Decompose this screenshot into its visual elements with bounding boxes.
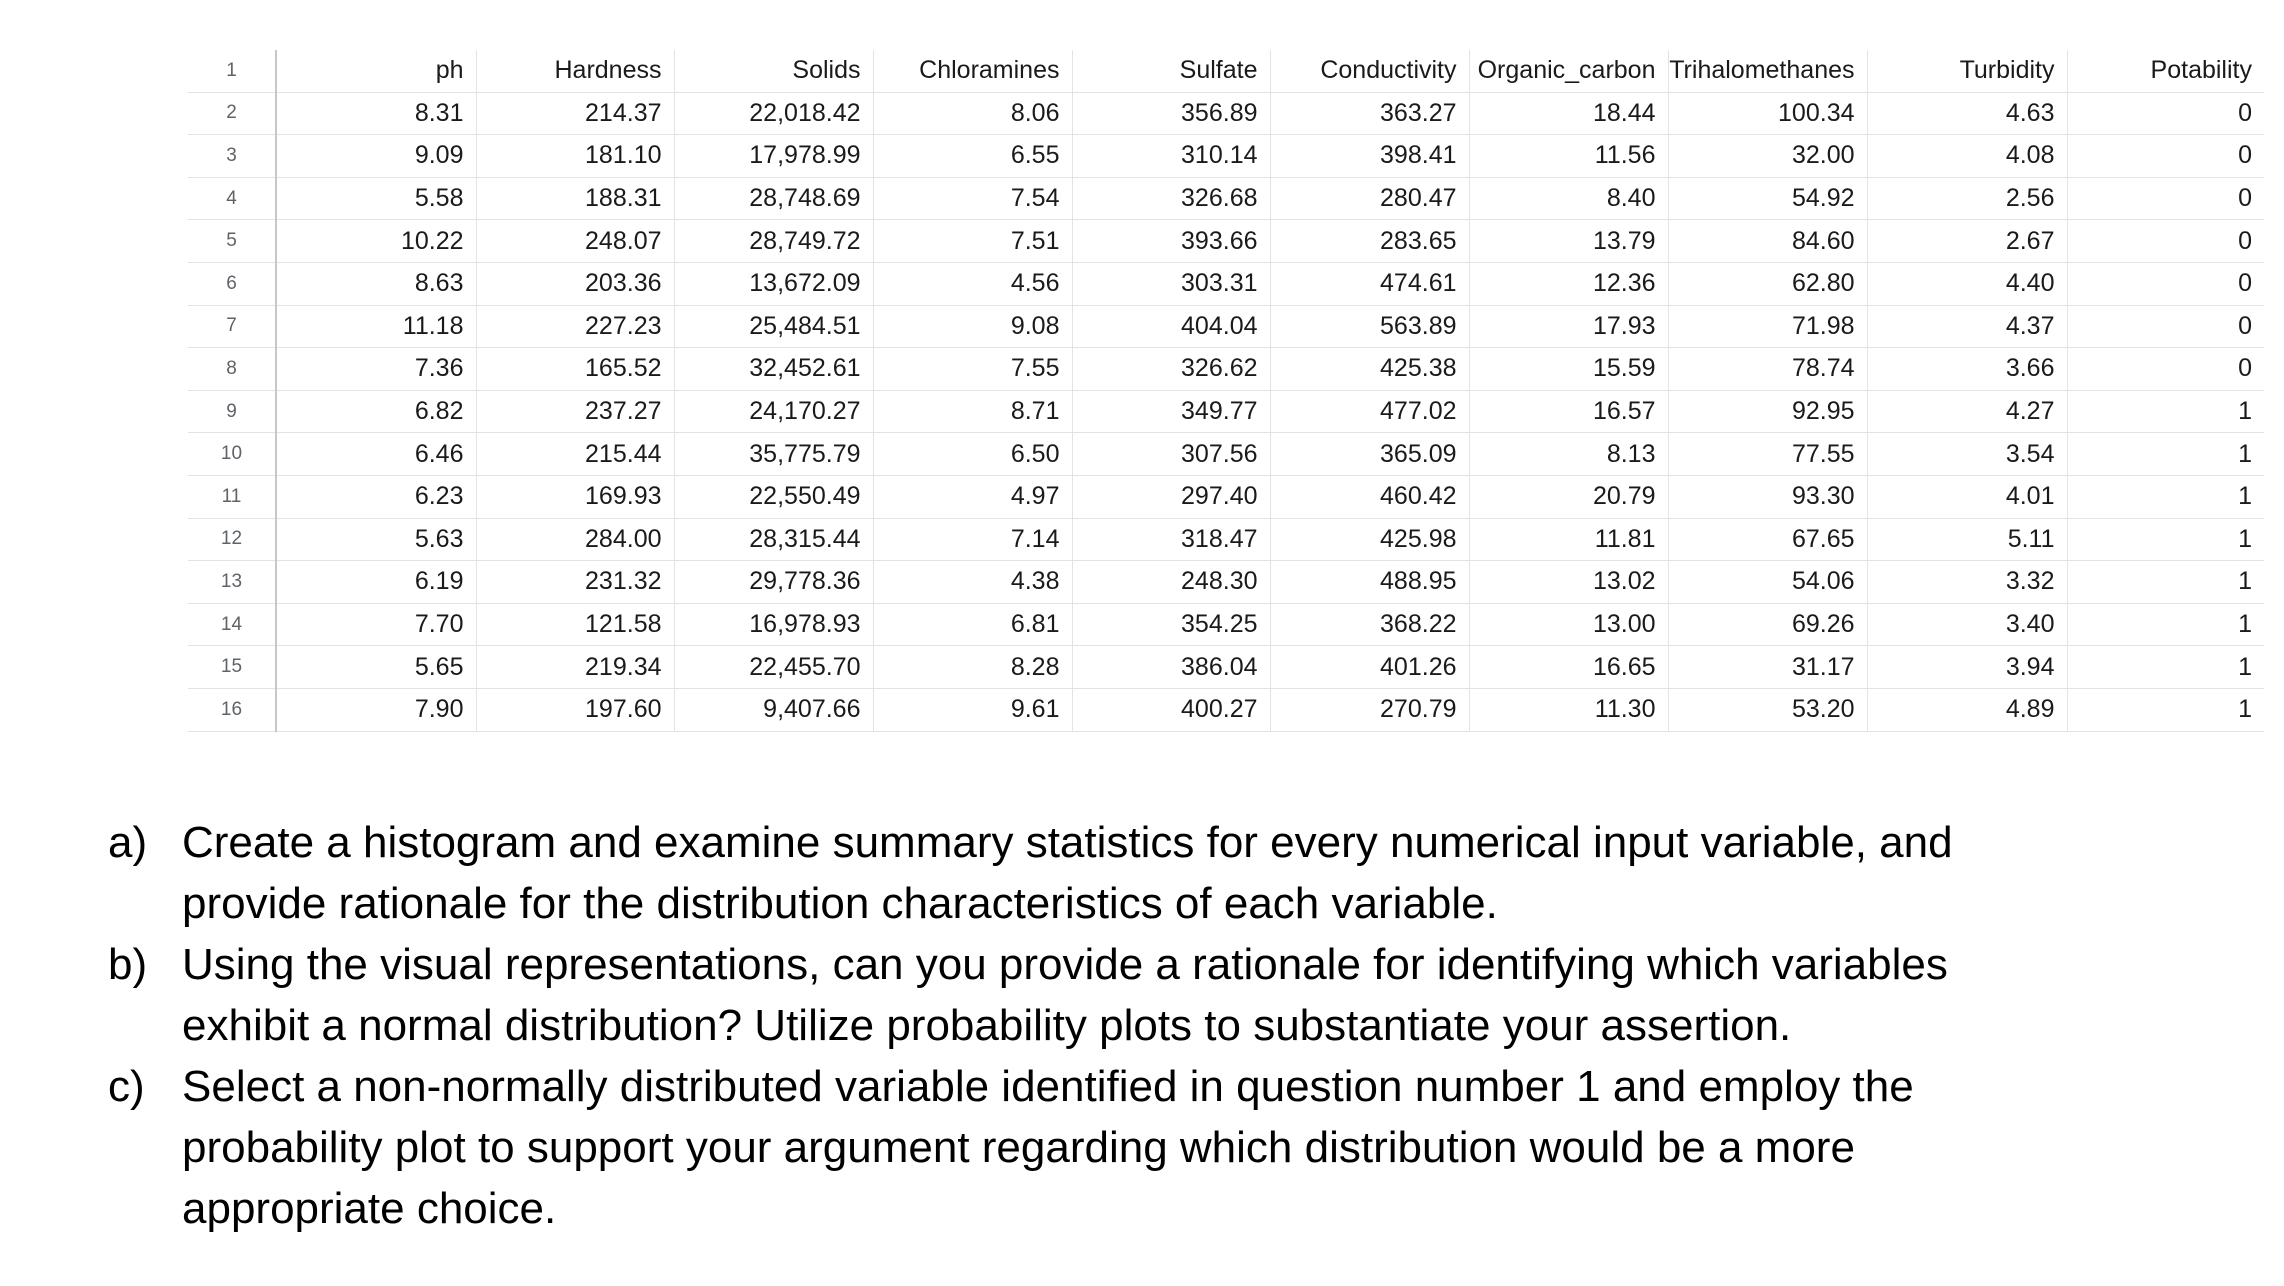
- row-number[interactable]: 9: [188, 390, 276, 433]
- table-cell[interactable]: 393.66: [1072, 220, 1270, 263]
- table-cell[interactable]: 22,550.49: [674, 475, 873, 518]
- table-cell[interactable]: 307.56: [1072, 433, 1270, 476]
- table-cell[interactable]: 28,749.72: [674, 220, 873, 263]
- table-cell[interactable]: 398.41: [1270, 135, 1469, 178]
- row-number[interactable]: 3: [188, 135, 276, 178]
- table-cell[interactable]: 1: [2067, 561, 2264, 604]
- table-cell[interactable]: 5.63: [276, 518, 476, 561]
- row-number[interactable]: 4: [188, 177, 276, 220]
- table-cell[interactable]: 2.56: [1867, 177, 2067, 220]
- table-cell[interactable]: 18.44: [1469, 92, 1668, 135]
- table-cell[interactable]: 12.36: [1469, 262, 1668, 305]
- table-cell[interactable]: 31.17: [1668, 646, 1867, 689]
- table-cell[interactable]: 4.01: [1867, 475, 2067, 518]
- table-cell[interactable]: 62.80: [1668, 262, 1867, 305]
- header-row: [188, 50, 2264, 92]
- table-cell[interactable]: 29,778.36: [674, 561, 873, 604]
- table-cell[interactable]: 16,978.93: [674, 603, 873, 646]
- table-cell[interactable]: 197.60: [476, 688, 674, 731]
- table-cell[interactable]: 3.32: [1867, 561, 2067, 604]
- table-cell[interactable]: 71.98: [1668, 305, 1867, 348]
- table-cell[interactable]: 8.31: [276, 92, 476, 135]
- table-cell[interactable]: 78.74: [1668, 348, 1867, 391]
- table-cell[interactable]: 11.81: [1469, 518, 1668, 561]
- table-cell[interactable]: 11.18: [276, 305, 476, 348]
- table-cell[interactable]: 28,748.69: [674, 177, 873, 220]
- row-number[interactable]: 1: [188, 50, 276, 92]
- table-cell[interactable]: 7.55: [873, 348, 1072, 391]
- table-cell[interactable]: 67.65: [1668, 518, 1867, 561]
- table-cell[interactable]: 0: [2067, 220, 2264, 263]
- table-cell[interactable]: 318.47: [1072, 518, 1270, 561]
- table-cell[interactable]: 17.93: [1469, 305, 1668, 348]
- table-cell[interactable]: 400.27: [1072, 688, 1270, 731]
- question-c: [108, 1056, 2258, 1239]
- table-cell[interactable]: 121.58: [476, 603, 674, 646]
- table-cell[interactable]: 13.02: [1469, 561, 1668, 604]
- table-cell[interactable]: 100.34: [1668, 92, 1867, 135]
- table-cell[interactable]: 5.11: [1867, 518, 2067, 561]
- table-cell[interactable]: 22,455.70: [674, 646, 873, 689]
- table-cell[interactable]: 53.20: [1668, 688, 1867, 731]
- table-cell[interactable]: 1: [2067, 475, 2264, 518]
- table-cell[interactable]: 214.37: [476, 92, 674, 135]
- row-number[interactable]: 12: [188, 518, 276, 561]
- table-cell[interactable]: 25,484.51: [674, 305, 873, 348]
- table-cell[interactable]: 165.52: [476, 348, 674, 391]
- table-cell[interactable]: 0: [2067, 177, 2264, 220]
- table-cell[interactable]: 4.27: [1867, 390, 2067, 433]
- table-cell[interactable]: 7.14: [873, 518, 1072, 561]
- table-cell[interactable]: 17,978.99: [674, 135, 873, 178]
- table-cell[interactable]: 203.36: [476, 262, 674, 305]
- table-cell[interactable]: 563.89: [1270, 305, 1469, 348]
- table-cell[interactable]: 28,315.44: [674, 518, 873, 561]
- table-cell[interactable]: 15.59: [1469, 348, 1668, 391]
- table-cell[interactable]: 93.30: [1668, 475, 1867, 518]
- table-cell[interactable]: 365.09: [1270, 433, 1469, 476]
- table-cell[interactable]: 248.07: [476, 220, 674, 263]
- table-row: [188, 561, 2264, 604]
- table-cell[interactable]: 284.00: [476, 518, 674, 561]
- row-number[interactable]: 2: [188, 92, 276, 135]
- table-cell[interactable]: 20.79: [1469, 475, 1668, 518]
- row-number[interactable]: 15: [188, 646, 276, 689]
- row-number[interactable]: 16: [188, 688, 276, 731]
- spreadsheet: [0, 50, 2284, 732]
- table-cell[interactable]: 0: [2067, 135, 2264, 178]
- question-letter: a): [108, 818, 148, 867]
- table-cell[interactable]: 188.31: [476, 177, 674, 220]
- table-cell[interactable]: 460.42: [1270, 475, 1469, 518]
- table-cell[interactable]: 310.14: [1072, 135, 1270, 178]
- table-row: [188, 603, 2264, 646]
- table-cell[interactable]: 363.27: [1270, 92, 1469, 135]
- column-header[interactable]: Solids: [674, 50, 873, 92]
- table-cell[interactable]: 0: [2067, 92, 2264, 135]
- table-cell[interactable]: 13,672.09: [674, 262, 873, 305]
- table-cell[interactable]: 181.10: [476, 135, 674, 178]
- column-header[interactable]: Conductivity: [1270, 50, 1469, 92]
- table-cell[interactable]: 1: [2067, 603, 2264, 646]
- table-cell[interactable]: 11.56: [1469, 135, 1668, 178]
- table-cell[interactable]: 248.30: [1072, 561, 1270, 604]
- table-cell[interactable]: 1: [2067, 518, 2264, 561]
- table-cell[interactable]: 16.57: [1469, 390, 1668, 433]
- table-cell[interactable]: 477.02: [1270, 390, 1469, 433]
- table-cell[interactable]: 6.82: [276, 390, 476, 433]
- column-header[interactable]: Hardness: [476, 50, 674, 92]
- column-header[interactable]: Sulfate: [1072, 50, 1270, 92]
- table-cell[interactable]: 237.27: [476, 390, 674, 433]
- table-cell[interactable]: 169.93: [476, 475, 674, 518]
- table-cell[interactable]: 425.98: [1270, 518, 1469, 561]
- table-cell[interactable]: 6.19: [276, 561, 476, 604]
- question-text: Create a histogram and examine summary statistics for every numerical input variable, and provide rationale for the distribution characteristics of each variable.: [182, 818, 1953, 928]
- table-cell[interactable]: 3.54: [1867, 433, 2067, 476]
- table-cell[interactable]: 4.38: [873, 561, 1072, 604]
- question-text: Select a non-normally distributed variable identified in question number 1 and employ the probability plot to support your argument regarding which distribution would be a more appropriate choice.: [182, 1062, 1914, 1233]
- table-cell[interactable]: 3.40: [1867, 603, 2067, 646]
- table-cell[interactable]: 3.66: [1867, 348, 2067, 391]
- question-b: [108, 934, 2258, 1056]
- row-number[interactable]: 11: [188, 475, 276, 518]
- column-header[interactable]: Potability: [2067, 50, 2264, 92]
- table-cell[interactable]: 13.00: [1469, 603, 1668, 646]
- table-cell[interactable]: 8.13: [1469, 433, 1668, 476]
- table-cell[interactable]: 4.97: [873, 475, 1072, 518]
- table-row: [188, 262, 2264, 305]
- table-row: [188, 475, 2264, 518]
- table-cell[interactable]: 54.92: [1668, 177, 1867, 220]
- row-number[interactable]: 13: [188, 561, 276, 604]
- table-cell[interactable]: 1: [2067, 433, 2264, 476]
- question-letter: c): [108, 1062, 145, 1111]
- table-cell[interactable]: 5.58: [276, 177, 476, 220]
- table-cell[interactable]: 1: [2067, 390, 2264, 433]
- table-cell[interactable]: 77.55: [1668, 433, 1867, 476]
- table-cell[interactable]: 8.28: [873, 646, 1072, 689]
- table-cell[interactable]: 6.81: [873, 603, 1072, 646]
- column-header[interactable]: Chloramines: [873, 50, 1072, 92]
- table-row: [188, 433, 2264, 476]
- questions-section: [108, 812, 2258, 1239]
- table-cell[interactable]: 7.70: [276, 603, 476, 646]
- table-cell[interactable]: 404.04: [1072, 305, 1270, 348]
- table-cell[interactable]: 488.95: [1270, 561, 1469, 604]
- table-cell[interactable]: 401.26: [1270, 646, 1469, 689]
- table-cell[interactable]: 386.04: [1072, 646, 1270, 689]
- row-number[interactable]: 6: [188, 262, 276, 305]
- table-row: [188, 92, 2264, 135]
- table-cell[interactable]: 4.56: [873, 262, 1072, 305]
- table-cell[interactable]: 92.95: [1668, 390, 1867, 433]
- table-cell[interactable]: 11.30: [1469, 688, 1668, 731]
- table-cell[interactable]: 7.51: [873, 220, 1072, 263]
- table-cell[interactable]: 4.37: [1867, 305, 2067, 348]
- table-cell[interactable]: 283.65: [1270, 220, 1469, 263]
- table-cell[interactable]: 7.90: [276, 688, 476, 731]
- table-cell[interactable]: 368.22: [1270, 603, 1469, 646]
- row-number[interactable]: 8: [188, 348, 276, 391]
- table-cell[interactable]: 2.67: [1867, 220, 2067, 263]
- table-cell[interactable]: 35,775.79: [674, 433, 873, 476]
- table-row: [188, 646, 2264, 689]
- table-cell[interactable]: 270.79: [1270, 688, 1469, 731]
- table-cell[interactable]: 4.40: [1867, 262, 2067, 305]
- table-cell[interactable]: 6.46: [276, 433, 476, 476]
- table-cell[interactable]: 6.50: [873, 433, 1072, 476]
- table-cell[interactable]: 32.00: [1668, 135, 1867, 178]
- table-cell[interactable]: 6.55: [873, 135, 1072, 178]
- row-number[interactable]: 5: [188, 220, 276, 263]
- table-row: [188, 518, 2264, 561]
- table-row: [188, 348, 2264, 391]
- table-cell[interactable]: 349.77: [1072, 390, 1270, 433]
- table-cell[interactable]: 231.32: [476, 561, 674, 604]
- table-cell[interactable]: 6.23: [276, 475, 476, 518]
- table-cell[interactable]: 7.36: [276, 348, 476, 391]
- table-cell[interactable]: 84.60: [1668, 220, 1867, 263]
- column-header[interactable]: Turbidity: [1867, 50, 2067, 92]
- table-cell[interactable]: 297.40: [1072, 475, 1270, 518]
- table-cell[interactable]: 10.22: [276, 220, 476, 263]
- column-header[interactable]: ph: [276, 50, 476, 92]
- table-row: [188, 688, 2264, 731]
- table-row: [188, 135, 2264, 178]
- table-cell[interactable]: 227.23: [476, 305, 674, 348]
- table-cell[interactable]: 8.71: [873, 390, 1072, 433]
- table-row: [188, 305, 2264, 348]
- table-cell[interactable]: 69.26: [1668, 603, 1867, 646]
- table-cell[interactable]: 3.94: [1867, 646, 2067, 689]
- question-a: [108, 812, 2258, 934]
- table-cell[interactable]: 8.06: [873, 92, 1072, 135]
- table-cell[interactable]: 474.61: [1270, 262, 1469, 305]
- question-letter: b): [108, 940, 148, 989]
- question-text: Using the visual representations, can you provide a rationale for identifying which variables exhibit a normal distribution? Utilize probability plots to substantiate your assertion.: [182, 940, 1948, 1050]
- table-cell[interactable]: 303.31: [1072, 262, 1270, 305]
- table-cell[interactable]: 8.63: [276, 262, 476, 305]
- table-cell[interactable]: 9.61: [873, 688, 1072, 731]
- table-cell[interactable]: 7.54: [873, 177, 1072, 220]
- table-cell[interactable]: 9.08: [873, 305, 1072, 348]
- table-cell[interactable]: 54.06: [1668, 561, 1867, 604]
- row-number[interactable]: 10: [188, 433, 276, 476]
- table-cell[interactable]: 1: [2067, 646, 2264, 689]
- table-row: [188, 177, 2264, 220]
- data-table: [188, 50, 2264, 732]
- table-cell[interactable]: 1: [2067, 688, 2264, 731]
- table-row: [188, 390, 2264, 433]
- table-cell[interactable]: 0: [2067, 262, 2264, 305]
- table-cell[interactable]: 16.65: [1469, 646, 1668, 689]
- table-cell[interactable]: 354.25: [1072, 603, 1270, 646]
- table-cell[interactable]: 425.38: [1270, 348, 1469, 391]
- table-cell[interactable]: 9.09: [276, 135, 476, 178]
- table-row: [188, 220, 2264, 263]
- table-cell[interactable]: 356.89: [1072, 92, 1270, 135]
- table-cell[interactable]: 280.47: [1270, 177, 1469, 220]
- table-cell[interactable]: 0: [2067, 305, 2264, 348]
- table-cell[interactable]: 326.68: [1072, 177, 1270, 220]
- column-header[interactable]: Trihalomethanes: [1668, 50, 1867, 92]
- table-cell[interactable]: 8.40: [1469, 177, 1668, 220]
- table-cell[interactable]: 13.79: [1469, 220, 1668, 263]
- table-cell[interactable]: 326.62: [1072, 348, 1270, 391]
- table-cell[interactable]: 9,407.66: [674, 688, 873, 731]
- table-cell[interactable]: 22,018.42: [674, 92, 873, 135]
- row-number[interactable]: 14: [188, 603, 276, 646]
- table-cell[interactable]: 215.44: [476, 433, 674, 476]
- table-cell[interactable]: 24,170.27: [674, 390, 873, 433]
- table-cell[interactable]: 4.89: [1867, 688, 2067, 731]
- row-number[interactable]: 7: [188, 305, 276, 348]
- column-header[interactable]: Organic_carbon: [1469, 50, 1668, 92]
- table-cell[interactable]: 219.34: [476, 646, 674, 689]
- table-cell[interactable]: 4.63: [1867, 92, 2067, 135]
- table-cell[interactable]: 4.08: [1867, 135, 2067, 178]
- table-cell[interactable]: 5.65: [276, 646, 476, 689]
- table-cell[interactable]: 0: [2067, 348, 2264, 391]
- table-cell[interactable]: 32,452.61: [674, 348, 873, 391]
